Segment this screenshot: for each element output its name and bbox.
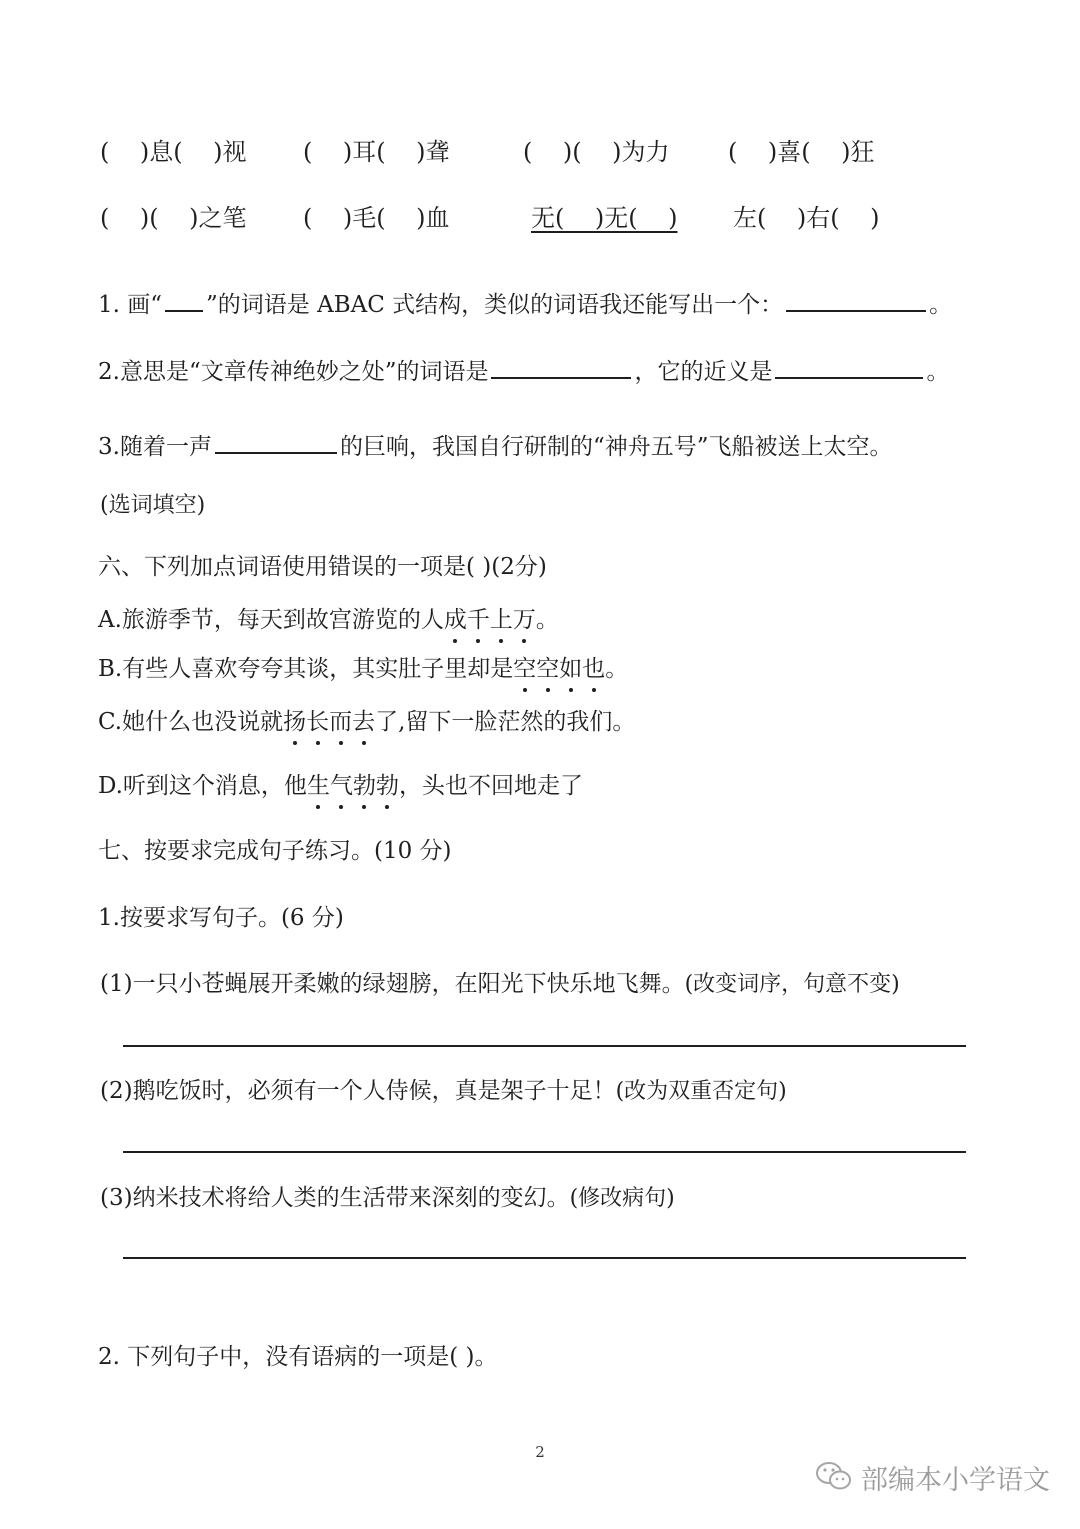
idiom-blank-2[interactable]: ( )耳( )聋: [303, 138, 450, 166]
option-a[interactable]: A.旅游季节，每天到故宫游览的人成千上万。: [98, 601, 559, 634]
dotted-char: 万: [513, 601, 536, 634]
sentence-1: (1)一只小苍蝇展开柔嫩的绿翅膀，在阳光下快乐地飞舞。(改变词序，句意不变): [100, 971, 900, 997]
dotted-char: 生: [307, 767, 330, 800]
idiom-blank-5[interactable]: ( )( )之笔: [100, 204, 247, 232]
dotted-char: 空: [513, 650, 536, 683]
sample-underline: [165, 309, 203, 312]
answer-blank[interactable]: [775, 376, 923, 379]
sentence-2: (2)鹅吃饭时，必须有一个人侍候，真是架子十足！(改为双重否定句): [100, 1078, 787, 1104]
dotted-char: 长: [306, 703, 329, 736]
answer-line-1[interactable]: [123, 1045, 966, 1047]
answer-line-2[interactable]: [123, 1151, 966, 1153]
dotted-char: 如: [559, 650, 582, 683]
dotted-char: 气: [330, 767, 353, 800]
idiom-blank-4[interactable]: ( )喜( )狂: [728, 138, 875, 166]
dotted-char: 勃: [353, 767, 376, 800]
section-7-sub2: 2. 下列句子中，没有语病的一项是( )。: [98, 1344, 498, 1370]
idiom-blank-6[interactable]: ( )毛( )血: [303, 204, 450, 232]
section-7-title: 七、按要求完成句子练习。(10 分): [98, 838, 452, 864]
sentence-3: (3)纳米技术将给人类的生活带来深刻的变幻。(修改病句): [100, 1185, 675, 1211]
option-d[interactable]: D.听到这个消息，他生气勃勃，头也不回地走了: [98, 767, 583, 800]
idiom-blank-8[interactable]: 左( )右( ): [733, 204, 880, 232]
dotted-char: 成: [444, 601, 467, 634]
dotted-char: 空: [536, 650, 559, 683]
watermark-text: 部编本小学语文: [861, 1465, 1050, 1496]
question-5-1: 1. 画“ ”的词语是 ABAC 式结构，类似的词语我还能写出一个： 。: [98, 292, 953, 318]
dotted-char: 千: [467, 601, 490, 634]
answer-blank[interactable]: [786, 309, 926, 312]
question-5-3: 3.随着一声 的巨响，我国自行研制的“神舟五号”飞船被送上太空。: [98, 434, 893, 460]
section-7-sub1: 1.按要求写句子。(6 分): [98, 905, 344, 931]
dotted-char: 去: [352, 703, 375, 736]
idiom-blank-1[interactable]: ( )息( )视: [100, 138, 247, 166]
page-number: 2: [535, 1443, 545, 1461]
watermark: [815, 1458, 1050, 1497]
dotted-char: 也: [582, 650, 605, 683]
answer-line-3[interactable]: [123, 1257, 966, 1259]
dotted-char: 勃: [376, 767, 399, 800]
fill-note: (选词填空): [100, 493, 206, 518]
option-c[interactable]: C.她什么也没说就扬长而去了,留下一脸茫然的我们。: [98, 703, 635, 736]
section-6-title: 六、下列加点词语使用错误的一项是( )(2分): [98, 554, 547, 580]
dotted-char: 扬: [283, 703, 306, 736]
question-5-2: 2.意思是“文章传神绝妙之处”的词语是 ，它的近义是 。: [98, 359, 950, 385]
option-b[interactable]: B.有些人喜欢夸夸其谈，其实肚子里却是空空如也。: [98, 650, 628, 683]
wechat-icon: [815, 1460, 853, 1496]
answer-blank[interactable]: [215, 451, 337, 454]
idiom-blank-underlined[interactable]: 无( )无( ): [531, 204, 678, 232]
dotted-char: 上: [490, 601, 513, 634]
idiom-blank-3[interactable]: ( )( )为力: [523, 138, 670, 166]
answer-blank[interactable]: [491, 376, 631, 379]
dotted-char: 而: [329, 703, 352, 736]
